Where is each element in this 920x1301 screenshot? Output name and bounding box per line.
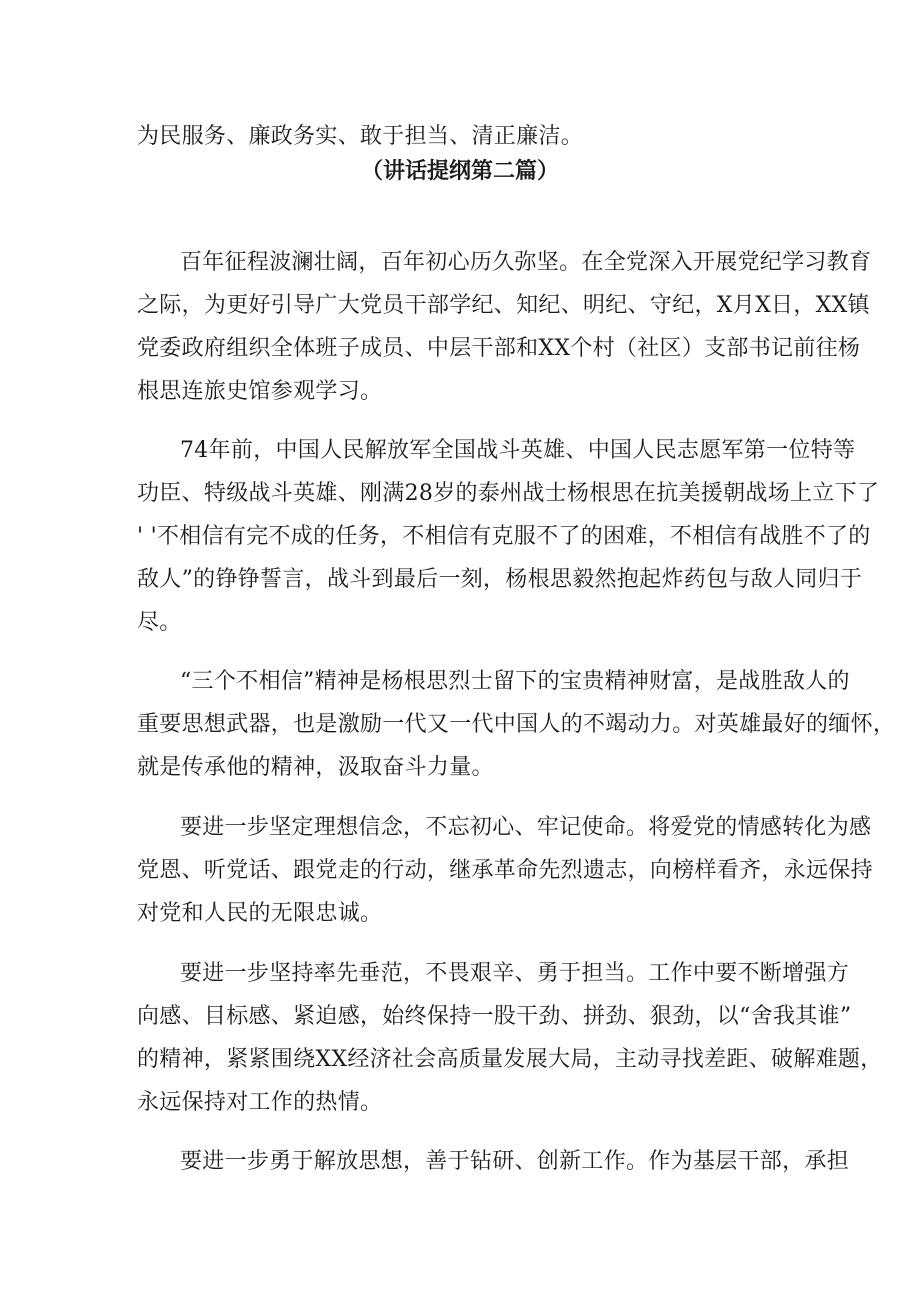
paragraph-line: 要进一步坚定理想信念，不忘初心、牢记使命。将爱党的情感转化为感 (180, 815, 872, 840)
paragraph-line: ' '不相信有完不成的任务，不相信有克服不了的困难，不相信有战胜不了的 (137, 524, 871, 549)
paragraph-line: 要进一步坚持率先垂范，不畏艰辛、勇于担当。工作中要不断增强方 (180, 961, 850, 986)
paragraph-line: 向感、目标感、紧迫感，始终保持一股干劲、拼劲、狠劲，以“舍我其谁” (137, 1004, 852, 1029)
paragraph-line: 尽。 (137, 610, 182, 635)
paragraph-line: 永远保持对工作的热情。 (137, 1090, 383, 1115)
section-heading: （讲话提纲第二篇） (360, 158, 559, 184)
paragraph-line: 党恩、听党话、跟党走的行动，继承革命先烈遗志，向榜样看齐，永远保持 (137, 858, 873, 883)
paragraph-line: 对党和人民的无限忠诚。 (137, 901, 383, 926)
paragraph-line: 74年前，中国人民解放军全国战斗英雄、中国人民志愿军第一位特等 (180, 438, 856, 463)
paragraph-line: 功臣、特级战斗英雄、刚满28岁的泰州战士杨根思在抗美援朝战场上立下了 (137, 481, 880, 506)
paragraph-line: “三个不相信”精神是杨根思烈士留下的宝贵精神财富，是战胜敌人的 (180, 669, 850, 694)
paragraph-line: 之际，为更好引导广大党员干部学纪、知纪、明纪、守纪，X月X日，XX镇 (137, 293, 870, 318)
top-line: 为民服务、廉政务实、敢于担当、清正廉洁。 (137, 124, 584, 149)
paragraph-line: 要进一步勇于解放思想，善于钻研、创新工作。作为基层干部，承担 (180, 1149, 850, 1174)
paragraph-line: 敌人”的铮铮誓言，战斗到最后一刻，杨根思毅然抱起炸药包与敌人同归于 (137, 567, 863, 592)
paragraph-line: 党委政府组织全体班子成员、中层干部和XX个村（社区）支部书记前往杨 (137, 336, 861, 361)
paragraph-line: 重要思想武器，也是激励一代又一代中国人的不竭动力。对英雄最好的缅怀， (137, 712, 896, 737)
paragraph-line: 根思连旅史馆参观学习。 (137, 379, 383, 404)
paragraph-line: 就是传承他的精神，汲取奋斗力量。 (137, 755, 494, 780)
paragraph-line: 的精神，紧紧围绕XX经济社会高质量发展大局，主动寻找差距、破解难题， (137, 1047, 883, 1072)
paragraph-line: 百年征程波澜壮阔，百年初心历久弥坚。在全党深入开展党纪学习教育 (180, 250, 872, 275)
